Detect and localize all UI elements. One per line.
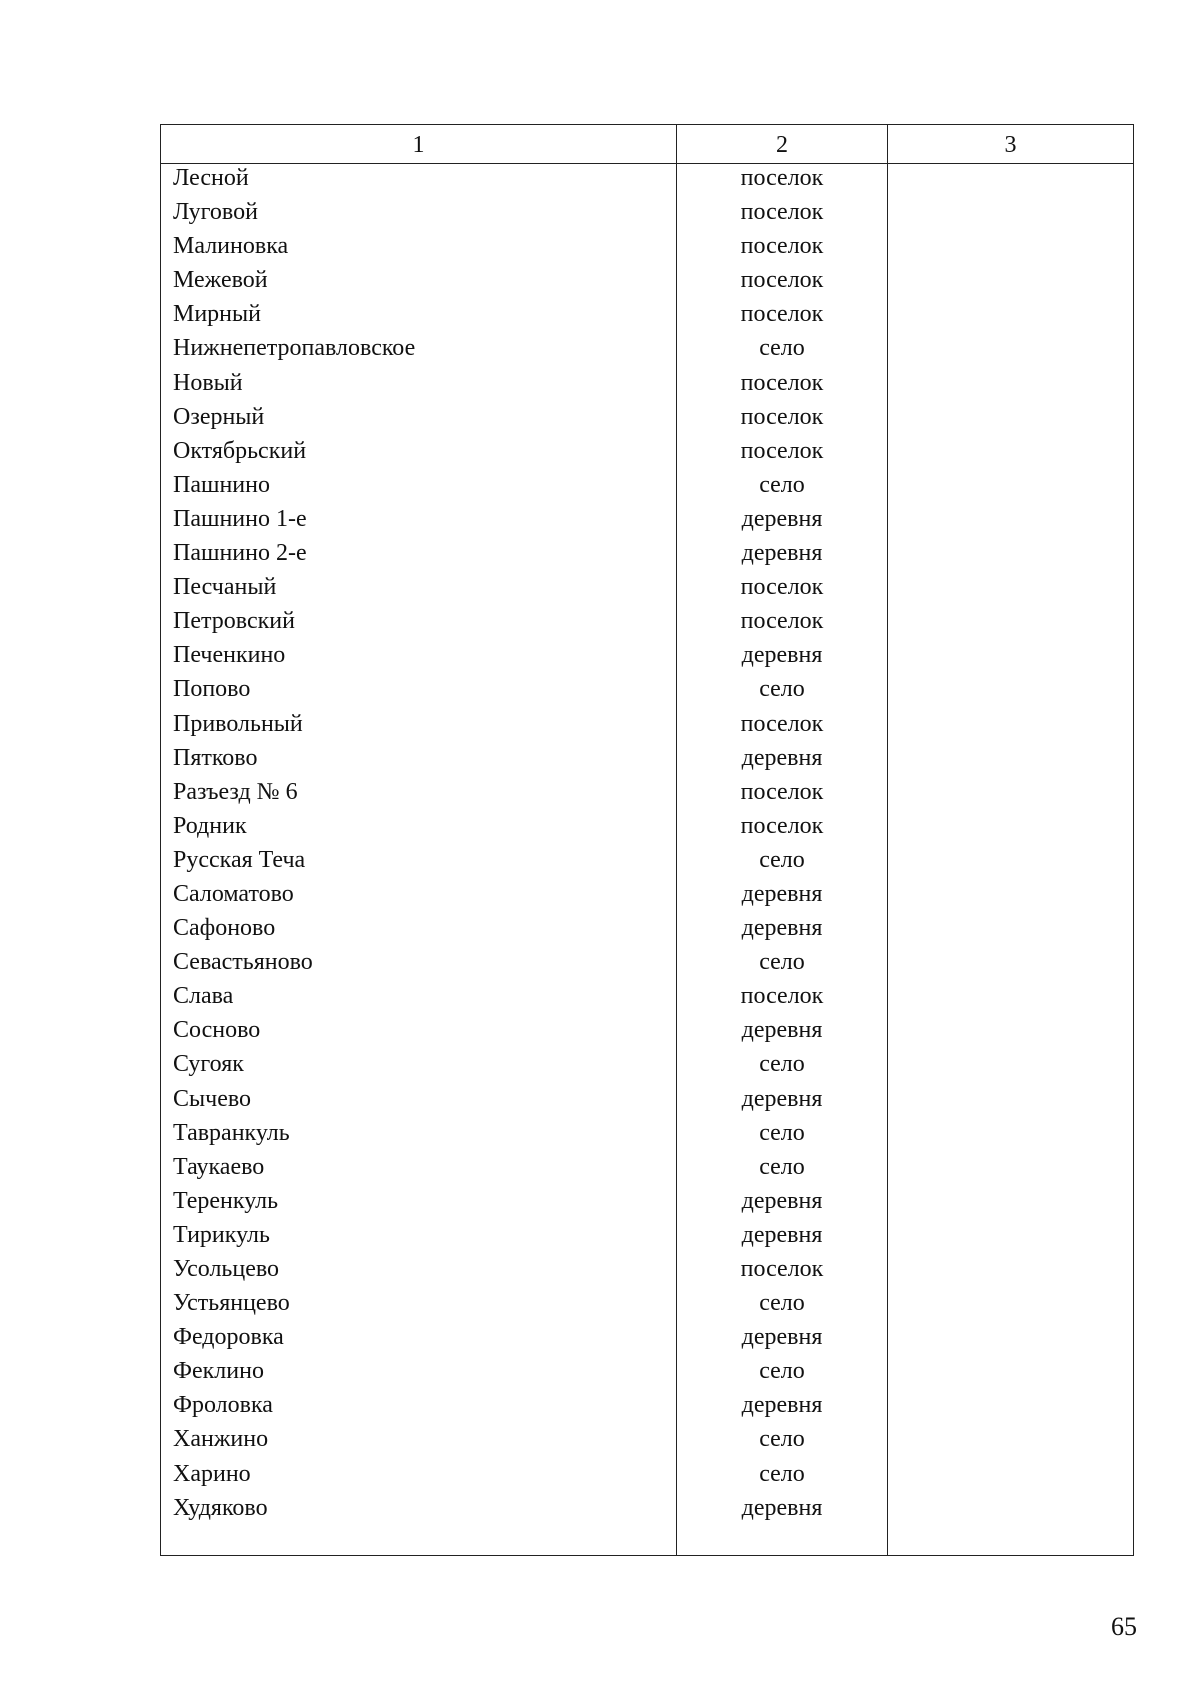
- table-row: [161, 1186, 1133, 1220]
- table-row: [161, 845, 1133, 879]
- settlement-name: Таукаево: [173, 1153, 265, 1180]
- settlement-type: поселок: [740, 233, 824, 260]
- settlement-name: Родник: [173, 812, 247, 839]
- settlements-table: [160, 124, 1134, 1556]
- table-row: [161, 1322, 1133, 1356]
- settlement-name: Лесной: [173, 165, 249, 191]
- table-row: [161, 333, 1133, 367]
- settlement-type: село: [759, 1153, 805, 1180]
- table-row: [161, 606, 1133, 640]
- settlement-name: Нижнепетропавловское: [173, 335, 416, 362]
- settlement-type: деревня: [741, 1187, 823, 1214]
- settlement-name: Теренкуль: [173, 1187, 279, 1214]
- settlement-type: поселок: [740, 369, 824, 396]
- table-row: [161, 811, 1133, 845]
- settlement-name: Песчаный: [173, 574, 277, 601]
- table-row: [161, 1390, 1133, 1424]
- settlement-type: деревня: [741, 744, 823, 771]
- settlement-name: Харино: [173, 1460, 251, 1487]
- table-row: [161, 470, 1133, 504]
- settlement-name: Малиновка: [173, 233, 289, 260]
- settlement-name: Новый: [173, 369, 243, 396]
- settlement-name: Слава: [173, 983, 234, 1010]
- settlement-name: Саломатово: [173, 880, 294, 907]
- settlement-type: деревня: [741, 642, 823, 669]
- settlement-type: село: [759, 1051, 805, 1078]
- table-row: [161, 1084, 1133, 1118]
- settlement-name: Попово: [173, 676, 251, 703]
- settlement-type: село: [759, 949, 805, 976]
- settlement-type: деревня: [741, 1494, 823, 1521]
- column-header-2: 2: [776, 132, 788, 158]
- settlement-type: село: [759, 471, 805, 498]
- settlement-name: Сосново: [173, 1017, 261, 1044]
- settlement-name: Пашнино 1-е: [173, 505, 307, 532]
- settlement-name: Фроловка: [173, 1392, 273, 1419]
- settlement-name: Феклино: [173, 1358, 264, 1385]
- settlement-type: село: [759, 1426, 805, 1453]
- settlement-type: поселок: [740, 301, 824, 328]
- column-header-1: 1: [412, 132, 425, 158]
- table-row: [161, 913, 1133, 947]
- table-row: [161, 1118, 1133, 1152]
- settlement-type: поселок: [740, 710, 824, 737]
- settlement-name: Пашнино 2-е: [173, 540, 307, 567]
- page-number: 65: [1111, 1612, 1137, 1641]
- settlement-type: поселок: [740, 403, 824, 430]
- table-row: [161, 299, 1133, 333]
- table-row: [161, 231, 1133, 265]
- table-row: [161, 1459, 1133, 1493]
- table-row: [161, 265, 1133, 299]
- table-row: [161, 163, 1133, 197]
- settlement-name: Пашнино: [173, 471, 270, 498]
- table-row: [161, 1015, 1133, 1049]
- table-row: [161, 1288, 1133, 1322]
- settlement-name: Петровский: [173, 608, 295, 635]
- settlement-type: село: [759, 676, 805, 703]
- table-row: [161, 1152, 1133, 1186]
- table-row: [161, 436, 1133, 470]
- settlement-type: село: [759, 335, 805, 362]
- table-row: [161, 743, 1133, 777]
- settlement-name: Севастьяново: [173, 949, 313, 976]
- settlement-name: Озерный: [173, 403, 265, 430]
- table-row: [161, 197, 1133, 231]
- settlement-type: село: [759, 1290, 805, 1317]
- table-row: [161, 1493, 1133, 1527]
- settlement-name: Устьянцево: [173, 1290, 290, 1317]
- table-row: [161, 368, 1133, 402]
- settlement-name: Сафоново: [173, 915, 276, 942]
- settlement-name: Луговой: [173, 199, 258, 226]
- settlement-type: деревня: [741, 505, 823, 532]
- table-row: [161, 1220, 1133, 1254]
- settlement-type: поселок: [740, 1256, 824, 1282]
- settlement-name: Пятково: [173, 744, 258, 771]
- column-header-3: 3: [1004, 132, 1017, 158]
- table-row: [161, 981, 1133, 1015]
- table-row: [161, 1254, 1133, 1288]
- settlement-name: Разъезд № 6: [173, 778, 298, 805]
- table-row: [161, 674, 1133, 708]
- table-row: [161, 879, 1133, 913]
- table-row: [161, 402, 1133, 436]
- settlement-type: деревня: [741, 880, 823, 907]
- settlement-type: село: [759, 1119, 805, 1146]
- settlement-name: Сугояк: [173, 1051, 244, 1078]
- settlement-type: деревня: [741, 1221, 823, 1248]
- table-row: [161, 538, 1133, 572]
- settlement-name: Тавранкуль: [173, 1119, 290, 1146]
- settlement-name: Печенкино: [173, 642, 286, 669]
- table-header-row: [161, 125, 1133, 164]
- settlement-type: деревня: [741, 1017, 823, 1044]
- settlement-name: Ханжино: [173, 1426, 269, 1453]
- settlement-type: село: [759, 1358, 805, 1385]
- settlement-type: поселок: [740, 608, 824, 635]
- settlement-type: поселок: [740, 165, 824, 191]
- settlement-name: Худяково: [173, 1494, 268, 1521]
- table-row: [161, 1356, 1133, 1390]
- table-row: [161, 640, 1133, 674]
- table-row: [161, 947, 1133, 981]
- settlement-type: поселок: [740, 437, 824, 464]
- settlement-type: село: [759, 846, 805, 873]
- settlement-name: Октябрьский: [173, 437, 307, 464]
- settlement-type: поселок: [740, 983, 824, 1010]
- settlement-type: поселок: [740, 267, 824, 294]
- settlement-name: Мирный: [173, 301, 261, 328]
- settlement-type: деревня: [741, 915, 823, 942]
- table-row: [161, 1424, 1133, 1458]
- table-body: [161, 163, 1133, 1527]
- settlement-name: Межевой: [173, 267, 268, 294]
- settlement-name: Русская Теча: [173, 846, 306, 873]
- table-row: [161, 504, 1133, 538]
- settlement-type: деревня: [741, 1085, 823, 1112]
- settlement-type: деревня: [741, 1392, 823, 1419]
- table-row: [161, 572, 1133, 606]
- settlement-type: село: [759, 1460, 805, 1487]
- table-row: [161, 1049, 1133, 1083]
- settlement-type: поселок: [740, 778, 824, 805]
- settlement-name: Тирикуль: [173, 1221, 270, 1248]
- settlement-name: Усольцево: [173, 1256, 280, 1282]
- settlement-type: поселок: [740, 199, 824, 226]
- table-row: [161, 709, 1133, 743]
- settlement-name: Сычево: [173, 1085, 252, 1112]
- settlement-name: Привольный: [173, 710, 303, 737]
- settlement-type: поселок: [740, 574, 824, 601]
- table-row: [161, 777, 1133, 811]
- settlement-type: деревня: [741, 540, 823, 567]
- settlement-type: деревня: [741, 1324, 823, 1351]
- settlement-type: поселок: [740, 812, 824, 839]
- settlement-name: Федоровка: [173, 1324, 284, 1351]
